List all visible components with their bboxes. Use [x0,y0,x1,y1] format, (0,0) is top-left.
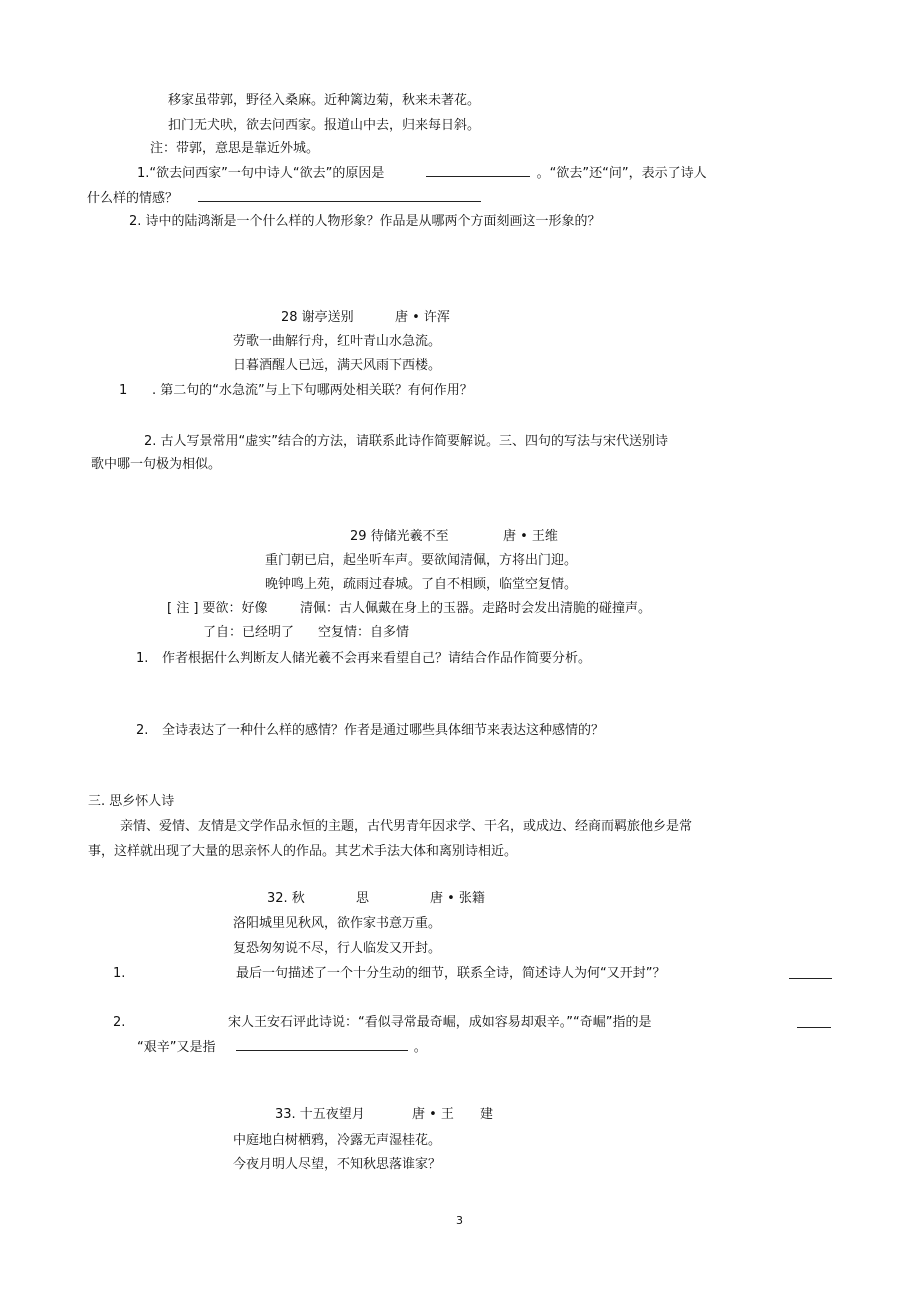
poem29-note-1a: [ 注 ] 要欲：好像 [167,601,268,616]
poem29-question-1: 作者根据什么判断友人储光羲不会再来看望自己？请结合作品作简要分析。 [162,651,592,666]
poem32-question-2-cont [137,1038,427,1057]
poem29-line2: 晚钟鸣上苑，疏雨过春城。了自不相顾，临堂空复情。 [265,577,578,592]
answer-blank[interactable] [236,1038,408,1051]
poem33-title: 33. 十五夜望月 [275,1107,365,1122]
poem32-author: 唐 • 张籍 [430,891,485,906]
poem29-author: 唐 • 王维 [503,529,558,544]
poem29-title: 29 待储光羲不至 [350,529,449,544]
poem29-note-2b: 空复情：自多情 [318,625,410,640]
poem28-line1: 劳歌一曲解行舟，红叶青山水急流。 [233,334,442,349]
poem29-note-1b: 清佩：古人佩戴在身上的玉器。走路时会发出清脆的碰撞声。 [300,601,652,616]
poem33-author-b: 建 [480,1107,494,1122]
poem33-line1: 中庭地白树栖鸦，冷露无声湿桂花。 [233,1133,442,1148]
poem28-line2: 日暮酒醒人已远，满天风雨下西楼。 [233,358,442,373]
poem32-line2: 复恐匆匆说不尽，行人临发又开封。 [233,941,442,956]
question-text: “艰辛”又是指 [137,1040,216,1055]
question-text: 什么样的情感？ [87,191,179,206]
poem28-title: 28 谢亭送别 [281,310,354,325]
answer-blank[interactable] [789,966,832,979]
question-text: 。 [413,1040,427,1055]
poem27-question-2: 2. 诗中的陆鸿渐是一个什么样的人物形象？作品是从哪两个方面刻画这一形象的？ [129,214,601,229]
poem33-author-a: 唐 • 王 [412,1107,454,1122]
poem28-question-1: . 第二句的“水急流”与上下句哪两处相关联？有何作用？ [152,383,473,398]
answer-blank[interactable] [426,164,530,177]
section-intro-line1: 亲情、爱情、友情是文学作品永恒的主题，古代男青年因求学、干名，或成边、经商而羁旅他乡是常 [120,819,693,834]
poem29-question-2-number: 2. [136,723,149,738]
poem27-question-1-cont [87,189,481,208]
poem28-question-2: 2. 古人写景常用“虚实”结合的方法，请联系此诗作简要解说。三、四句的写法与宋代送别诗 [144,434,669,449]
poem27-note: 注：带郭，意思是靠近外城。 [150,141,320,156]
section-heading: 三. 思乡怀人诗 [88,794,175,809]
question-text: 。“欲去”还“问”，表示了诗人 [536,166,707,181]
poem27-line2: 扣门无犬吠，欲去问西家。报道山中去，归来每日斜。 [168,118,481,133]
poem32-question-2-number: 2. [113,1015,126,1030]
poem33-line2: 今夜月明人尽望，不知秋思落谁家？ [233,1157,442,1172]
poem28-question-1-number: 1 [119,383,128,398]
poem32-question-1-number: 1. [113,966,126,981]
poem32-question-2: 宋人王安石评此诗说：“看似寻常最奇崛，成如容易却艰辛。”“奇崛”指的是 [228,1015,652,1030]
poem27-line1: 移家虽带郭，野径入桑麻。近种篱边菊，秋来未著花。 [168,93,481,108]
poem27-question-1 [137,164,707,183]
poem28-question-2-cont: 歌中哪一句极为相似。 [91,457,222,472]
poem29-question-1-number: 1. [136,651,149,666]
poem32-line1: 洛阳城里见秋风，欲作家书意万重。 [233,916,442,931]
poem29-line1: 重门朝已启，起坐听车声。要欲闻清佩，方将出门迎。 [265,553,578,568]
poem28-author: 唐 • 许浑 [395,310,450,325]
poem29-note-2a: 了自：已经明了 [203,625,295,640]
section-intro-line2: 事，这样就出现了大量的思亲怀人的作品。其艺术手法大体和离别诗相近。 [88,844,518,859]
poem32-number: 32. 秋 [267,891,305,906]
answer-blank[interactable] [198,189,481,202]
poem32-title-char: 思 [356,891,370,906]
poem32-question-1: 最后一句描述了一个十分生动的细节，联系全诗，简述诗人为何“又开封”？ [236,966,666,981]
page-number: 3 [456,1214,463,1227]
poem29-question-2: 全诗表达了一种什么样的感情？作者是通过哪些具体细节来表达这种感情的？ [162,723,605,738]
question-text: 1.“欲去问西家”一句中诗人“欲去”的原因是 [137,166,385,181]
answer-blank[interactable] [797,1015,831,1028]
